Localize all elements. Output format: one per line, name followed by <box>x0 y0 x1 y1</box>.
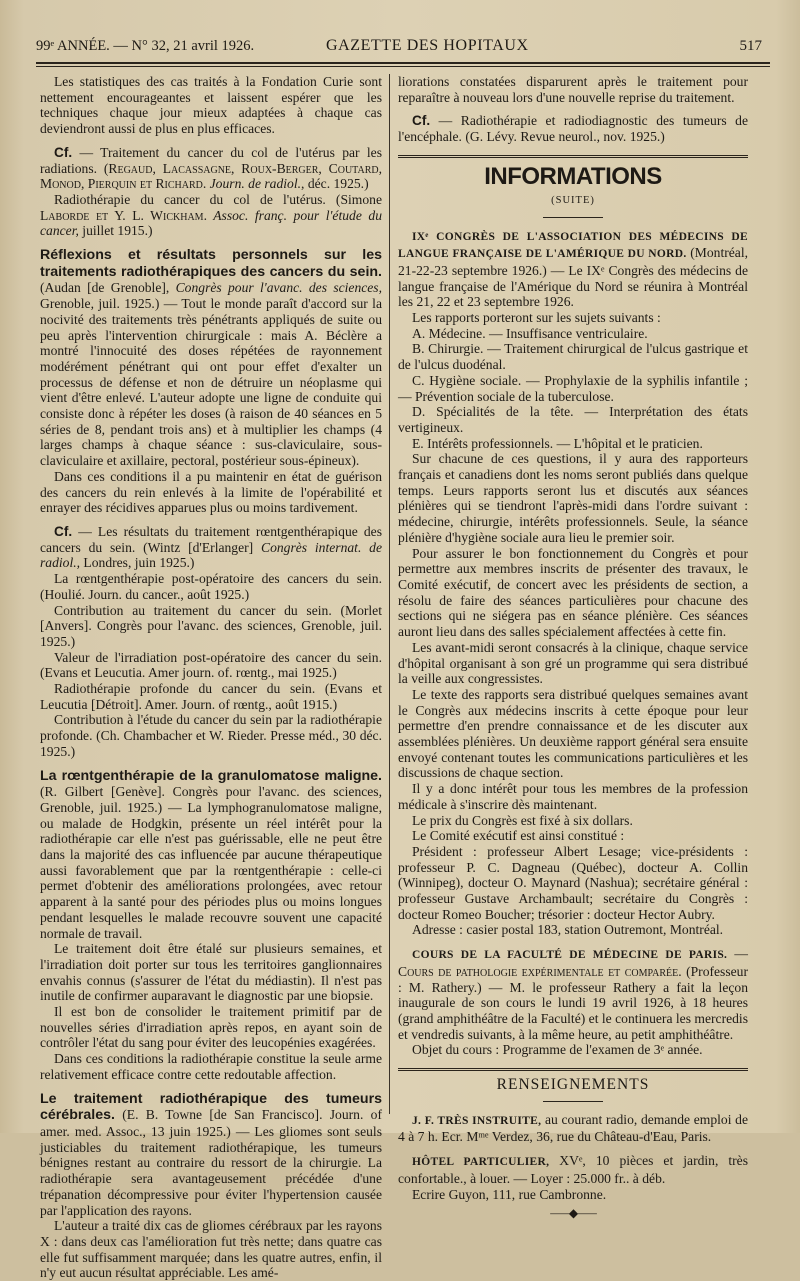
cours-notice: COURS DE LA FACULTÉ DE MÉDECINE DE PARIS. — Cours de pathologie expérimentale et comparée. (Professeur : M. Rathery.) — M. le professeur Rathery a fait la leçon inaugurale de son cours le lundi 19 avril 1926, à 18 heures (grand amphithéâtre de la Faculté) et le continuera les mercredis et vendredis suivants, à la même heure, au petit amphithéâtre. <box>398 946 748 1042</box>
paragraph-continuation: liorations constatées disparurent après le traitement pour reparaître à nouveau lors d'une nouvelle reprise du traitement. <box>398 74 748 105</box>
renseignements-heading: RENSEIGNEMENTS <box>496 1076 650 1094</box>
list-item-c: C. Hygiène sociale. — Prophylaxie de la syphilis infantile ; — Prévention sociale de la tuberculose. <box>398 372 748 404</box>
ornament-divider: ⸺◆⸺ <box>549 1206 597 1221</box>
short-rule <box>543 217 603 218</box>
paragraph-arme: Dans ces conditions la radiothérapie constitue la seule arme relativement efficace contre cette redoutable affection. <box>40 1051 382 1082</box>
list-item-e: E. Intérêts professionnels. — L'hôpital et le praticien. <box>412 435 703 451</box>
section-rule-renseignements <box>398 1068 748 1071</box>
paragraph-gliomes: L'auteur a traité dix cas de gliomes cérébraux par les rayons X : dans deux cas l'amélioration fut très nette; dans quatre cas elle fut suffisamment marquée; dans les quatre autres, enfin, il n'y eut aucun résultat appréciable. Les amé- <box>40 1218 382 1281</box>
cf-uterus: Cf. — Traitement du cancer du col de l'utérus par les radiations. (Regaud, Lacassagne, Roux-Berger, Coutard, Monod, Pierquin et Richard. Journ. de radiol., déc. 1925.) <box>40 144 383 192</box>
paragraph-avant-midi: Les avant-midi seront consacrés à la clinique, chaque service d'hôpital organisant à son gré un programme qui sera distribué la veille aux congressistes. <box>398 639 748 687</box>
column-divider <box>389 74 390 1114</box>
issue-info: 99ᵉ ANNÉE. — N° 32, 21 avril 1926. <box>36 38 255 54</box>
paragraph-adresse: Adresse : casier postal 183, station Outremont, Montréal. <box>412 922 724 938</box>
right-column <box>398 74 748 1222</box>
ref-houlie: La rœntgenthérapie post-opératoire des cancers du sein. (Houlié. Journ. du cancer., août 1925.) <box>40 571 382 602</box>
paragraph-etale: Le traitement doit être étalé sur plusieurs semaines, et l'irradiation doit porter sur tous les territoires ganglionnaires envahis connus (s'assurer de l'état du médiastin). Il n'est pas inutile de confirmer auparavant le diagnostic par une biopsie. <box>40 941 382 1004</box>
list-item-d: D. Spécialités de la tête. — Interprétation des états vertigineux. <box>398 404 748 435</box>
section-rule-informations <box>398 155 748 158</box>
section-cancer-sein: Réflexions et résultats personnels sur les traitements radiothérapiques des cancers du sein. (Audan [de Grenoble], Congrès pour l'avanc. des sciences, Grenoble, juil. 1925.) — Tout le monde paraît d'accord sur la nocivité des traitements très pénétrants appliqués de suite ou peu après l'intervention chirurgicale : mais A. Béclère a montré l'innocuité des doses répétées de rayonnement modérément pénétrant qui ont pour effet d'exalter un processus de défense et non de détruire un néoplasme qui vient d'être enlevé. L'auteur adopte une ligne de conduite qui consiste donc à répéter les doses (à raison de 40 séances en 5 séries de 8, pendant trois ans) et à multiplier les champs (4 larges champs à chaque séance : sus-claviculaire, sous-claviculaire et axillaire, pectoral, postérieur sous-épineux). <box>40 247 382 469</box>
ref-evans-1: Valeur de l'irradiation post-opératoire des cancer du sein. (Evans et Leucutia. Amer journ. of. rœntg., mai 1925.) <box>40 649 382 681</box>
paragraph-rapports: Les rapports porteront sur les sujets suivants : <box>412 310 661 326</box>
page-number: 517 <box>739 38 762 54</box>
classified-jf: J. F. TRÈS INSTRUITE, au courant radio, demande emploi de 4 à 7 h. Ecr. Mᵐᵉ Verdez, 36, rue du Château-d'Eau, Paris. <box>398 1111 748 1145</box>
page-header <box>36 34 774 60</box>
informations-heading: INFORMATIONS <box>484 162 662 190</box>
ref-morlet: Contribution au traitement du cancer du sein. (Morlet [Anvers]. Congrès pour l'avanc. des sciences, Grenoble, juil. 1925.) <box>40 602 382 649</box>
short-rule-2 <box>543 1101 603 1102</box>
paragraph-guerison: Dans ces conditions il a pu maintenir en état de guérison des cancers du rein enlevés à la limite de l'opérabilité et enrayer des récidives apparues plus ou moins tardivement. <box>40 468 382 516</box>
ref-laborde: Radiothérapie du cancer du col de l'utérus. (Simone Laborde et Y. L. Wickham. Assoc. franç. pour l'étude du cancer, juillet 1915.) <box>40 191 382 239</box>
paragraph-consolider: Il est bon de consolider le traitement primitif par de nouvelles séries d'irradiation après repos, en ayant soin de contrôler l'état du sang pour éviter des leucopénies exagérées. <box>40 1004 382 1051</box>
header-rule-thin <box>36 66 770 67</box>
paragraph-prix: Le prix du Congrès est fixé à six dollars. <box>412 812 633 828</box>
paragraph-texte-rapports: Le texte des rapports sera distribué quelques semaines avant le Congrès aux médecins inscrits à cette époque pour leur permettre d'en prendre connaissance et de les discuter aux assemblées plénières. Un deuxième rapport général sera ensuite envoyé contenant toutes les communications particulières et les discussions de chaque section. <box>398 686 748 781</box>
cf-sein: Cf. — Les résultats du traitement rœntgenthérapique des cancers du sein. (Wintz [d'Erlanger] Congrès internat. de radiol., Londres, juin 1925.) <box>40 523 382 571</box>
paragraph-rapporteurs: Sur chacune de ces questions, il y aura des rapporteurs français et canadiens dont les noms seront publiés dans quelque temps. Leurs rapports seront lus et discutés aux séances plénières qui se tiendront l'après-midi dans l'ordre suivant : médecine, chirurgie, intérêts professionnels. Seule, la séance plénière d'hygiène sociale aura lieu le premier soir. <box>398 451 748 545</box>
header-rule <box>36 62 770 64</box>
classified-hotel-contact: Ecrire Guyon, 111, rue Cambronne. <box>412 1186 607 1202</box>
paragraph-statistiques: Les statistiques des cas traités à la Fondation Curie sont nettement encourageantes et laissent espérer que les techniques chaque jour mieux adaptées à chaque cas deviendront aussi de plus en plus efficaces. <box>40 74 382 137</box>
paragraph-objet-cours: Objet du cours : Programme de l'examen de 3ᵉ année. <box>412 1042 703 1058</box>
ref-evans-2: Radiothérapie profonde du cancer du sein. (Evans et Leucutia [Détroit]. Amer. Journ. of rœntg., août 1915.) <box>40 681 382 712</box>
classified-hotel: HÔTEL PARTICULIER, XVᵉ, 10 pièces et jardin, très confortable., à louer. — Loyer : 25.000 fr.. à déb. <box>398 1153 749 1186</box>
informations-subheading: (SUITE) <box>551 194 595 206</box>
paragraph-fonctionnement: Pour assurer le bon fonctionnement du Congrès et pour permettre aux membres inscrits de présenter des travaux, le Comité exécutif, de concert avec les présidents de section, a résolu de faire des séances particulières pour chacune des sections qui ne siégera pas en séance plénière. Ces séances auront lieu dans des salles spécialement affectées à cette fin. <box>398 545 748 640</box>
list-item-a: A. Médecine. — Insuffisance ventriculaire. <box>412 325 648 341</box>
ref-chambacher: Contribution à l'étude du cancer du sein par la radiothérapie profonde. (Ch. Chambacher et W. Rieder. Presse méd., 30 déc. 1925.) <box>40 712 382 759</box>
left-column <box>40 74 382 1281</box>
publication-title: GAZETTE DES HOPITAUX <box>326 37 529 54</box>
paragraph-comite: Le Comité exécutif est ainsi constitué : <box>412 828 625 844</box>
paragraph-president: Président : professeur Albert Lesage; vice-présidents : professeur P. C. Dagneau (Québec), docteur A. Collin (Winnipeg), docteur O. Maynard (Nashua); secrétaire général : professeur Gustave Archambault; secrétaire du Congrès : docteur Romeo Boucher; trésorier : docteur Hector Aubry. <box>398 843 748 922</box>
section-granulomatose: La rœntgenthérapie de la granulomatose maligne. (R. Gilbert [Genève]. Congrès pour l'avanc. des sciences, Grenoble, juil. 1925.) — La lymphogranulomatose maligne, ou malade de Hodgkin, présente un réel intérêt pour la radiothérapie car elle n'est pas guérissable, elle ne peut être dans la majorité des cas influencée par aucune thérapeutique aussi favorablement que par la rœntgenthérapie : celle-ci permet d'obtenir des améliorations prolongées, avec retour apparent à la santé pour des périodes plus ou moins longues pendant lesquelles le malade recouvre souvent une capacité normale de travail. <box>40 767 382 941</box>
congres-notice: IXᵉ CONGRÈS DE L'ASSOCIATION DES MÉDECINS DE LANGUE FRANÇAISE DE L'AMÉRIQUE DU NORD. (Montréal, 21-22-23 septembre 1926.) — Le IXᵉ Congrès des médecins de langue française de l'Amérique du Nord se réunira à Montréal les 21, 22 et 23 septembre 1926. <box>398 230 748 310</box>
cf-encephale: Cf. — Radiothérapie et radiodiagnostic des tumeurs de l'encéphale. (G. Lévy. Revue neurol., nov. 1925.) <box>398 113 748 145</box>
paragraph-interet: Il y a donc intérêt pour tous les membres de la profession médicale à s'inscrire dès maintenant. <box>398 781 748 812</box>
list-item-b: B. Chirurgie. — Traitement chirurgical de l'ulcus gastrique et de l'ulcus duodénal. <box>398 341 748 373</box>
section-tumeurs-cerebrales: Le traitement radiothérapique des tumeurs cérébrales. (E. B. Towne [de San Francisco]. Journ. of amer. med. Assoc., 13 juin 1925.) — Les gliomes sont seuls justiciables du traitement radiothérapique, les tumeurs bénignes restant au contraire du ressort de la chirurgie. La radiothérapie sera avantageusement précédée d'une trépanation décompressive pour éviter l'hypertension causée par l'application des rayons. <box>40 1090 382 1218</box>
